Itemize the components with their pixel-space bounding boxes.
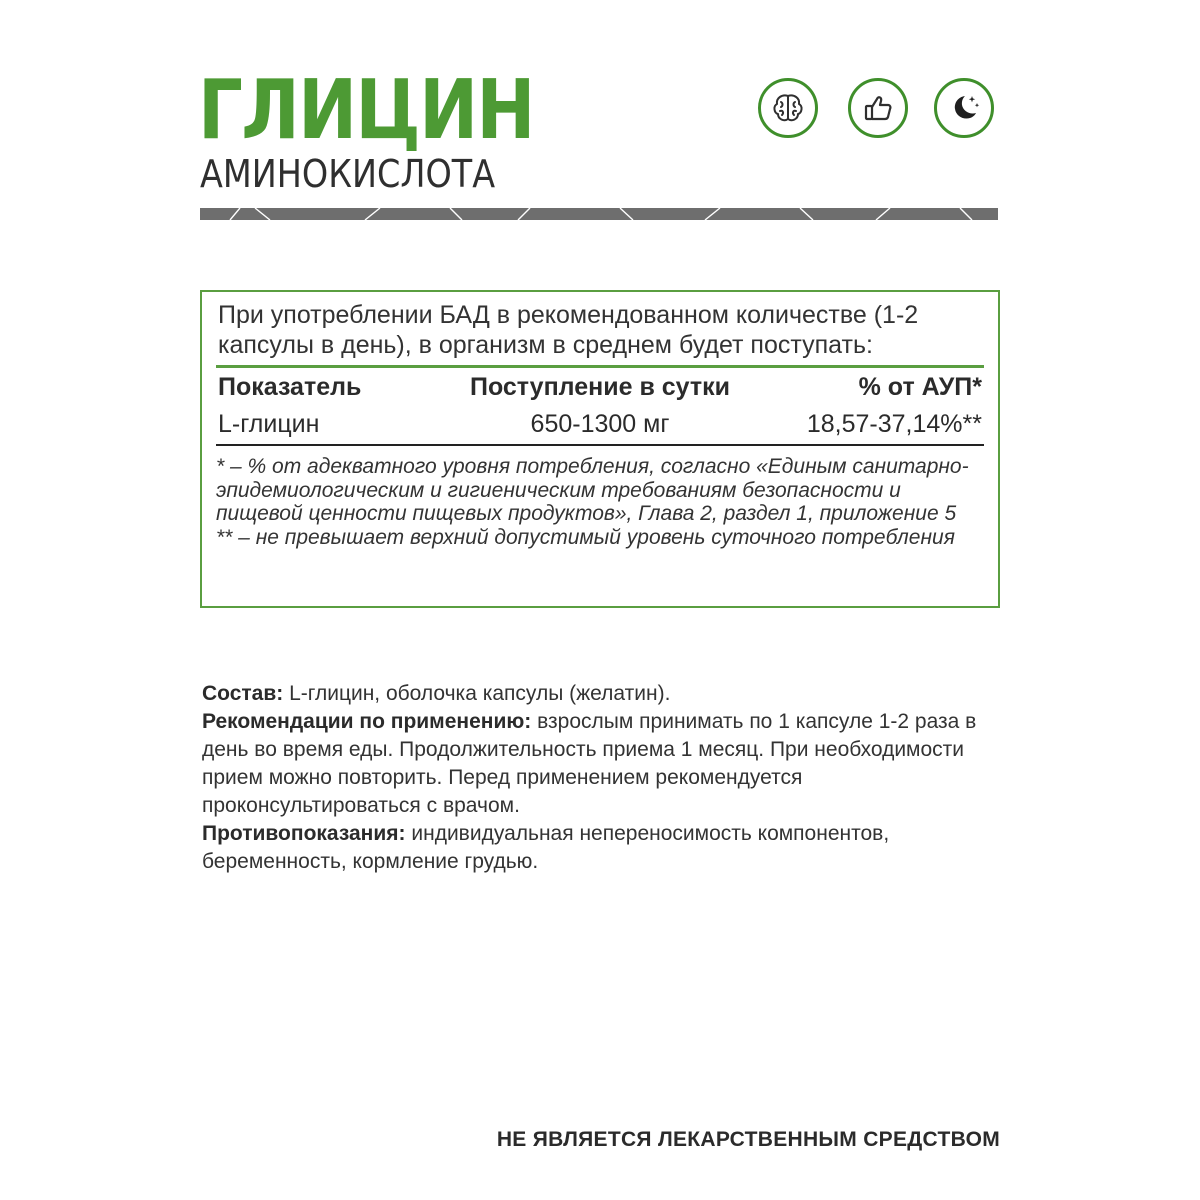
product-title: ГЛИЦИН bbox=[198, 63, 534, 158]
column-header-daily-intake: Поступление в сутки bbox=[469, 373, 730, 401]
row-percent: 18,57-37,14%** bbox=[806, 410, 982, 438]
decorative-stripe bbox=[200, 208, 998, 220]
nutrition-info-box bbox=[200, 290, 1000, 608]
row-intake: 650-1300 мг bbox=[530, 410, 670, 438]
column-header-indicator: Показатель bbox=[218, 373, 362, 401]
intake-intro: При употреблении БАД в рекомендованном количестве (1-2 капсулы в день), в организм в среднем будет поступать: bbox=[218, 301, 919, 359]
divider-black bbox=[216, 444, 984, 446]
footnote-1: * – % от адекватного уровня потребления, согласно «Единым санитарно-эпидемиологическим и гигиеническим требованиям безопасности и пищевой ценности пищевых продуктов», Глава 2, раздел 1, приложение 5 bbox=[216, 455, 969, 525]
composition-paragraph bbox=[202, 680, 992, 708]
product-subtitle: АМИНОКИСЛОТА bbox=[200, 152, 496, 196]
divider-green bbox=[216, 365, 984, 368]
recommendations-paragraph bbox=[202, 708, 992, 820]
row-name: L-глицин bbox=[218, 410, 320, 438]
thumbs-up-icon bbox=[848, 78, 908, 138]
product-description bbox=[202, 680, 992, 876]
disclaimer: НЕ ЯВЛЯЕТСЯ ЛЕКАРСТВЕННЫМ СРЕДСТВОМ bbox=[496, 1128, 1000, 1151]
contraindications-label: Противопоказания: bbox=[202, 822, 406, 845]
brain-icon bbox=[758, 78, 818, 138]
recommendations-label: Рекомендации по применению: bbox=[202, 710, 532, 733]
footnotes bbox=[216, 455, 986, 549]
composition-text: L-глицин, оболочка капсулы (желатин). bbox=[283, 682, 671, 705]
contraindications-paragraph bbox=[202, 820, 992, 876]
column-header-percent: % от АУП* bbox=[858, 373, 982, 401]
recommendations-text: взрослым принимать по 1 капсуле 1-2 раза в день во время еды. Продолжительность приема 1 месяц. При необходимости прием можно повторить. Перед применением рекомендуется проконсультироваться с врачом. bbox=[202, 710, 977, 817]
contraindications-text: индивидуальная непереносимость компонентов, беременность, кормление грудью. bbox=[202, 822, 890, 873]
composition-label: Состав: bbox=[202, 682, 284, 705]
footnote-2: ** – не превышает верхний допустимый уровень суточного потребления bbox=[216, 525, 955, 549]
feature-icons bbox=[758, 78, 1000, 142]
moon-stars-icon bbox=[934, 78, 994, 138]
